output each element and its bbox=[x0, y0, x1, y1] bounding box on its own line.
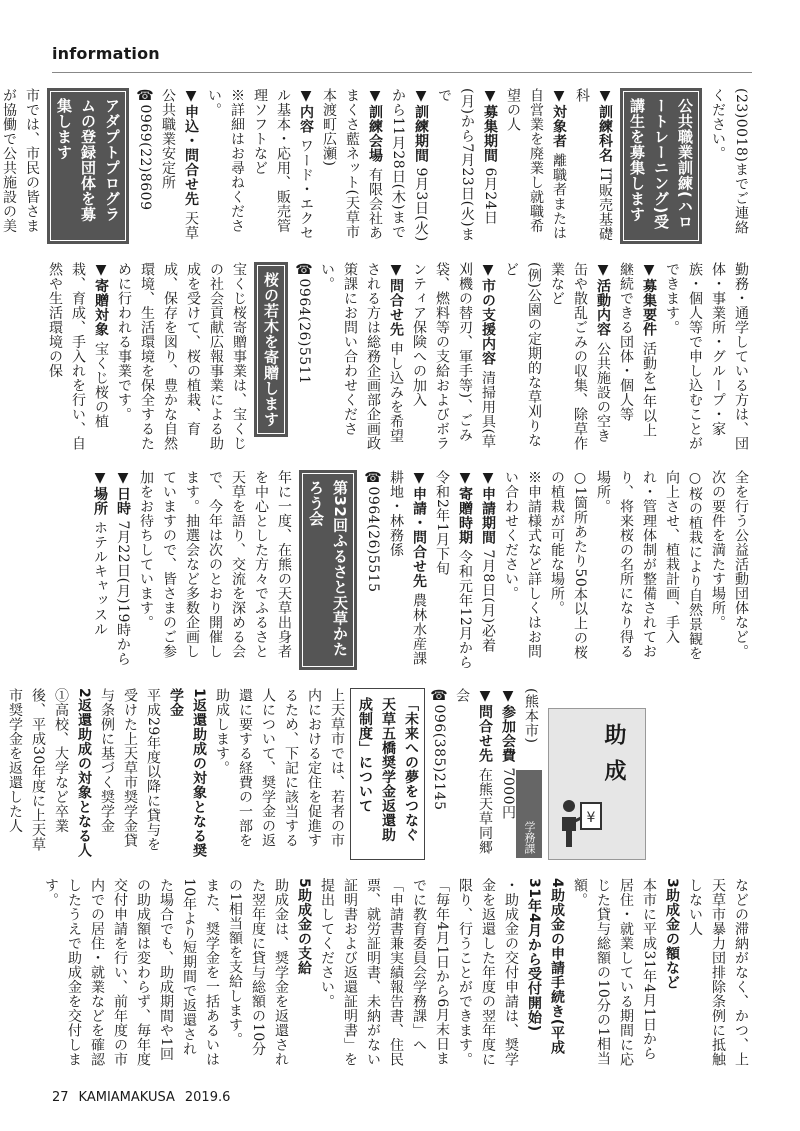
info-item-label: ▼参加会費 bbox=[500, 688, 516, 763]
info-item bbox=[545, 262, 614, 452]
info-item-label: ▼日時 bbox=[115, 470, 131, 516]
info-item bbox=[111, 470, 134, 670]
body-paragraph: ☎0964(26)5511 bbox=[296, 262, 312, 385]
info-item-label: ▼内容 bbox=[298, 88, 314, 134]
body-paragraph: 助成金は、奨学金を返還された翌年度に貸与総額の10分の1相当額を支給します。 bbox=[227, 878, 289, 1067]
body-paragraph: ①高校、大学など卒業後、平成30年度に上天草市奨学金を返還した人 bbox=[7, 688, 69, 852]
body-paragraph: ※詳細はお尋ねください。 bbox=[206, 88, 245, 233]
info-item bbox=[317, 88, 386, 244]
info-item-text: 離職者または自営業を廃業し就職希望の人 bbox=[505, 88, 567, 240]
numbered-subheading: 5助成金の支給 bbox=[296, 878, 312, 976]
info-item-label: ▼募集期間 bbox=[482, 88, 498, 163]
body-paragraph: ☎0969(22)8609 bbox=[137, 88, 153, 211]
info-item-label: ▼対象者 bbox=[551, 88, 567, 148]
body-paragraph bbox=[0, 688, 3, 860]
info-item-text: 令和元年12月から令和2年1月下旬 bbox=[434, 470, 473, 670]
body-paragraph: ・助成金の交付申請は、奨学金を返還した年度の翌年度に限り、行うことができます。「毎年4月1日から6月末日までに教育委員会学務課」へ「申請書兼実績報告書、住民票、就労証明書、未納がない証明書および返還証明書」を提出してください。 bbox=[319, 878, 519, 1067]
body-paragraph: 勤務・通学している方は、団体・事業所・グループ・家族・個人等で申し込むことができます。 bbox=[664, 262, 749, 451]
section-heading: アダプトプログラムの登録団体を募集します bbox=[47, 88, 129, 244]
info-item-text: 9月3日(火)から11月28日(木)まで bbox=[390, 88, 429, 242]
person-with-certificate-icon bbox=[559, 797, 603, 849]
info-item bbox=[407, 262, 499, 452]
tier-4-column-block bbox=[7, 688, 542, 860]
section-heading: 公共職業訓練(ハロートレーニング)受講生を募集します bbox=[620, 88, 702, 244]
body-paragraph: ※申請様式など詳しくはお問い合わせください。 bbox=[503, 470, 542, 659]
info-item bbox=[432, 88, 501, 244]
info-item bbox=[156, 88, 202, 244]
info-item-label: ▼訓練期間 bbox=[413, 88, 429, 163]
body-paragraph: (例)公園の定期的な草刈りなど bbox=[503, 262, 542, 448]
info-item bbox=[384, 470, 430, 670]
info-item-label: ▼場所 bbox=[92, 470, 108, 516]
info-item-text: 公共施設の空き缶や散乱ごみの収集、除草作業など bbox=[549, 262, 611, 451]
body-paragraph: 上天草市では、若者の市内における定住を促進するため、下記に該当する人について、奨学金の返還に要する経費の一部を助成します。 bbox=[214, 688, 345, 848]
info-item-label: ▼申請期間 bbox=[480, 470, 496, 545]
body-paragraph: (熊本市) bbox=[523, 688, 539, 744]
boxed-section-heading: 「未来への夢をつなぐ天草五橋奨学金返還助成制度」について bbox=[350, 688, 425, 860]
info-item bbox=[315, 262, 407, 452]
info-item-text: 有限会社あまくさ藍ネット(天草市本渡町広瀬) bbox=[321, 88, 383, 240]
page-header-label: information bbox=[52, 44, 160, 63]
info-item-label: ▼寄贈時期 bbox=[457, 470, 473, 545]
magazine-name: KAMIAMAKUSA bbox=[78, 1090, 175, 1105]
numbered-subheading: 2返還助成の対象となる人 bbox=[76, 688, 92, 858]
logo-title: 助成 bbox=[601, 723, 626, 795]
numbered-subheading: 1返還助成の対象となる奨学金 bbox=[168, 688, 207, 858]
info-item-label: ▼市の支援内容 bbox=[480, 262, 496, 366]
info-item-text: 宝くじ桜の植栽、育成、手入れを行い、自然や生活環境の保 bbox=[47, 262, 109, 451]
info-item-text: 6月24日(月)から7月23日(火)まで bbox=[436, 88, 498, 242]
info-item-text: 申し込みを希望される方は総務企画部企画政策課にお問い合わせください。 bbox=[319, 262, 404, 451]
info-item bbox=[450, 688, 496, 860]
info-item-label: ▼募集要件 bbox=[641, 262, 657, 337]
tier-5-column-block bbox=[43, 878, 752, 1068]
info-item-label: ▼問合せ先 bbox=[388, 262, 404, 337]
numbered-subheading: 3助成金の額など bbox=[664, 878, 680, 990]
info-item bbox=[570, 88, 616, 244]
section-heading: 桜の若木を寄贈します bbox=[254, 262, 288, 437]
info-item-label: ▼訓練科名 bbox=[597, 88, 613, 163]
info-item-text: 活動を1年以上継続できる団体・個人等 bbox=[618, 262, 657, 438]
body-paragraph: 宝くじ桜寄贈事業は、宝くじの社会貢献広報事業による助成を受けて、桜の植栽、育成、保存を図り、豊かな自然環境、生活環境を保全するために行われる事業です。 bbox=[116, 262, 247, 451]
svg-text:¥: ¥ bbox=[586, 810, 596, 826]
info-item-label: ▼申請・問合せ先 bbox=[411, 470, 427, 588]
info-item-text: 7月22日(月)19時から bbox=[115, 515, 131, 667]
numbered-subheading: 4助成金の申請手続き(平成31年4月から受付開始) bbox=[526, 878, 565, 1055]
body-paragraph: 平成29年度以降に貸与を受けた上天草市奨学金貸与条例に基づく奨学金 bbox=[99, 688, 161, 852]
body-paragraph: 本市に平成31年4月1日から居住・就業している期間に応じた貸与総額の10分の1相当額。 bbox=[572, 878, 657, 1067]
body-paragraph: ☎0964(26)5515 bbox=[365, 470, 381, 593]
section-heading: 第32回ふるさと天草かたろう会 bbox=[299, 470, 357, 670]
subsidy-logo bbox=[548, 708, 646, 860]
info-item-text: ホテルキャッスル bbox=[92, 515, 108, 637]
body-paragraph: ○桜の植栽により自然景観を向上させ、植栽計画、手入れ・管理体制が整備されており、将来桜の名所になり得る場所。 bbox=[595, 470, 703, 661]
info-item bbox=[501, 88, 570, 244]
body-paragraph: また、奨学金を一括あるいは10年より短期間で返還された場合でも、助成期間や1回の助成額は変わらず、毎年度交付申請を行い、前年度の市内での居住・就業などを確認したうえで助成金を交付します。 bbox=[43, 878, 220, 1067]
info-item-label: ▼訓練会場 bbox=[367, 88, 383, 163]
info-item-text: 清掃用具(草刈機の替刃、軍手等)、ごみ袋、燃料等の支給およびボランティア保険への加入 bbox=[411, 262, 496, 451]
info-item-text: 天草公共職業安定所 bbox=[160, 88, 199, 240]
info-item-text: 在熊天草同郷会 bbox=[454, 688, 493, 855]
body-paragraph: ○1箇所あたり50本以上の桜の植栽が可能な場所。 bbox=[549, 470, 588, 660]
info-item-text: 農林水産課耕地・林務係 bbox=[388, 470, 427, 666]
info-item-label: ▼寄贈対象 bbox=[93, 262, 109, 337]
divider bbox=[52, 72, 752, 73]
info-item-label: ▼問合せ先 bbox=[477, 688, 493, 763]
info-item bbox=[88, 470, 111, 670]
info-item-text: IT販売基礎科 bbox=[574, 88, 613, 242]
page-number: 27 bbox=[52, 1090, 69, 1105]
info-item bbox=[386, 88, 432, 244]
tier-1-column-block bbox=[1, 88, 752, 244]
info-item-text: 7000円 bbox=[500, 762, 516, 820]
body-paragraph: などの滞納がなく、かつ、上天草市暴力団排除条例に抵触しない人 bbox=[687, 878, 749, 1067]
info-item bbox=[430, 470, 476, 670]
info-item-label: ▼申込・問合せ先 bbox=[183, 88, 199, 206]
body-paragraph: 年に一度、在熊の天草出身者を中心とした方々でふるさと天草を語り、交流を深める会で、今年は次のとおり開催します。抽選会など多数企画していますので、皆さまのご参加をお待ちしています。 bbox=[138, 470, 292, 659]
body-paragraph: 市では、市民の皆さまが協働で公共施設の美 bbox=[1, 88, 40, 233]
info-item bbox=[476, 470, 499, 670]
info-item bbox=[614, 262, 660, 452]
body-paragraph: ☎096(385)2145 bbox=[431, 688, 447, 811]
info-item-text: 7月8日(月)必着 bbox=[480, 544, 496, 653]
body-paragraph: 全を行う公益活動団体など。次の要件を満たす場所。 bbox=[710, 470, 749, 659]
tier-2-column-block bbox=[47, 262, 752, 452]
info-item bbox=[43, 262, 112, 452]
tier-3-column-block bbox=[52, 470, 752, 670]
dept-tag: 学務課 bbox=[516, 770, 542, 858]
info-item-text: ワード・エクセル基本・応用、販売管理ソフトなど bbox=[252, 88, 314, 240]
info-item-label: ▼活動内容 bbox=[595, 262, 611, 337]
page-footer bbox=[52, 1090, 240, 1105]
info-item bbox=[248, 88, 317, 244]
body-paragraph: (23)0018)までご連絡ください。 bbox=[710, 88, 749, 235]
issue-date: 2019.6 bbox=[184, 1090, 231, 1105]
